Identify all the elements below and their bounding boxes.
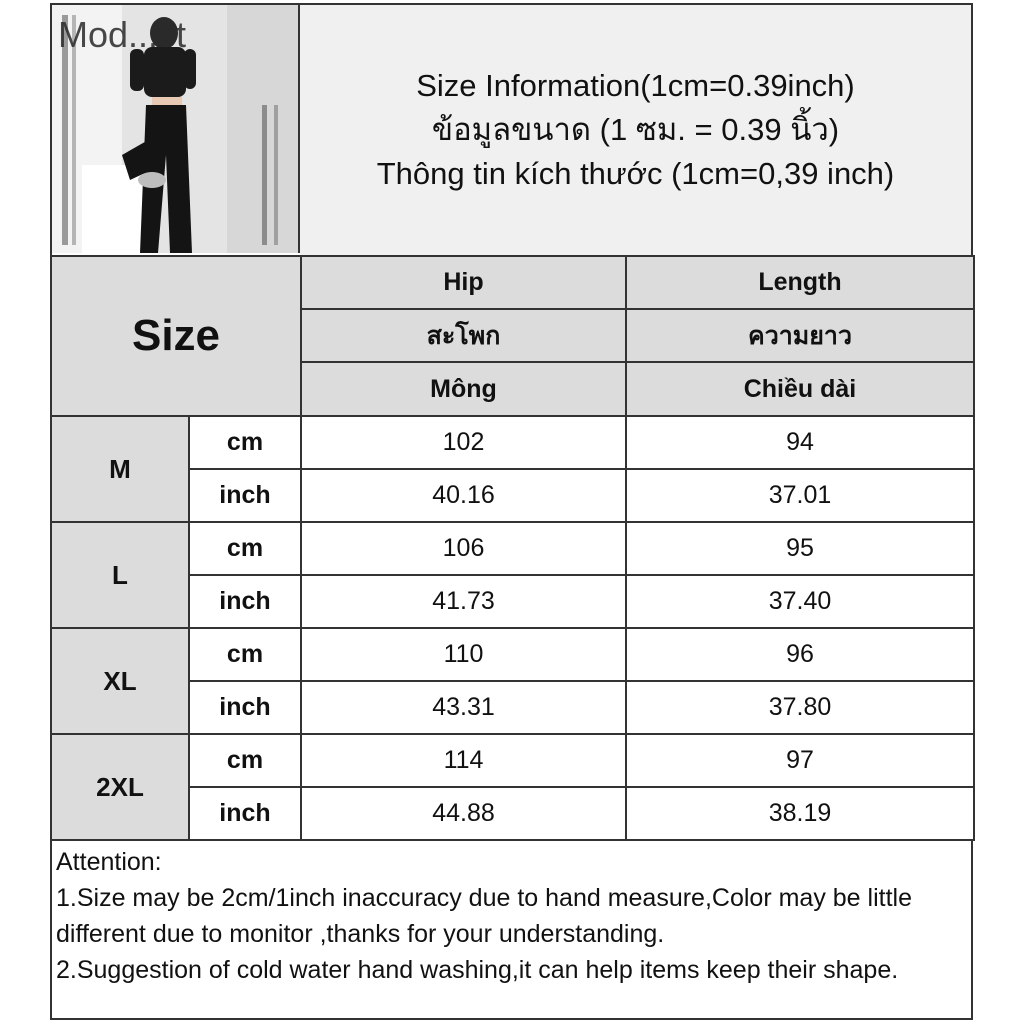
hip-header-vi: Mông (301, 362, 626, 416)
hip-header-th: สะโพก (301, 309, 626, 362)
unit-label: inch (189, 575, 301, 628)
unit-label: inch (189, 787, 301, 840)
unit-label: cm (189, 416, 301, 469)
attention-item: 1.Size may be 2cm/1inch inaccuracy due to hand measure,Color may be little different due to monitor ,thanks for your understanding. (56, 884, 912, 948)
hip-value: 41.73 (301, 575, 626, 628)
length-value: 95 (626, 522, 974, 575)
unit-label: cm (189, 628, 301, 681)
size-header: Size (51, 256, 301, 416)
size-information-title (300, 5, 971, 255)
attention-item: 2.Suggestion of cold water hand washing,it can help items keep their shape. (56, 956, 899, 984)
attention-notes (56, 844, 961, 988)
unit-label: cm (189, 734, 301, 787)
title-vietnamese: Thông tin kích thước (1cm=0,39 inch) (376, 156, 895, 191)
title-english: Size Information(1cm=0.39inch) (416, 68, 855, 103)
length-value: 37.80 (626, 681, 974, 734)
hip-value: 40.16 (301, 469, 626, 522)
title-thai: ข้อมูลขนาด (1 ซม. = 0.39 นิ้ว) (431, 112, 840, 147)
size-label: L (51, 522, 189, 628)
length-value: 38.19 (626, 787, 974, 840)
hip-value: 114 (301, 734, 626, 787)
length-value: 37.40 (626, 575, 974, 628)
hip-value: 110 (301, 628, 626, 681)
hip-header-en: Hip (301, 256, 626, 309)
attention-heading: Attention: (56, 848, 162, 876)
length-value: 96 (626, 628, 974, 681)
size-table (50, 255, 975, 841)
table-row (51, 681, 974, 734)
hip-value: 106 (301, 522, 626, 575)
size-label: 2XL (51, 734, 189, 840)
length-header-en: Length (626, 256, 974, 309)
size-label: XL (51, 628, 189, 734)
table-row (51, 787, 974, 840)
unit-label: inch (189, 681, 301, 734)
length-header-vi: Chiều dài (626, 362, 974, 416)
hip-value: 44.88 (301, 787, 626, 840)
hip-value: 43.31 (301, 681, 626, 734)
length-value: 37.01 (626, 469, 974, 522)
table-row (51, 734, 974, 787)
table-row (51, 575, 974, 628)
length-value: 94 (626, 416, 974, 469)
hip-value: 102 (301, 416, 626, 469)
table-row (51, 522, 974, 575)
table-row (51, 469, 974, 522)
length-value: 97 (626, 734, 974, 787)
table-row (51, 628, 974, 681)
size-label: M (51, 416, 189, 522)
table-row (51, 416, 974, 469)
watermark: Mod...st (58, 14, 187, 55)
length-header-th: ความยาว (626, 309, 974, 362)
unit-label: cm (189, 522, 301, 575)
unit-label: inch (189, 469, 301, 522)
